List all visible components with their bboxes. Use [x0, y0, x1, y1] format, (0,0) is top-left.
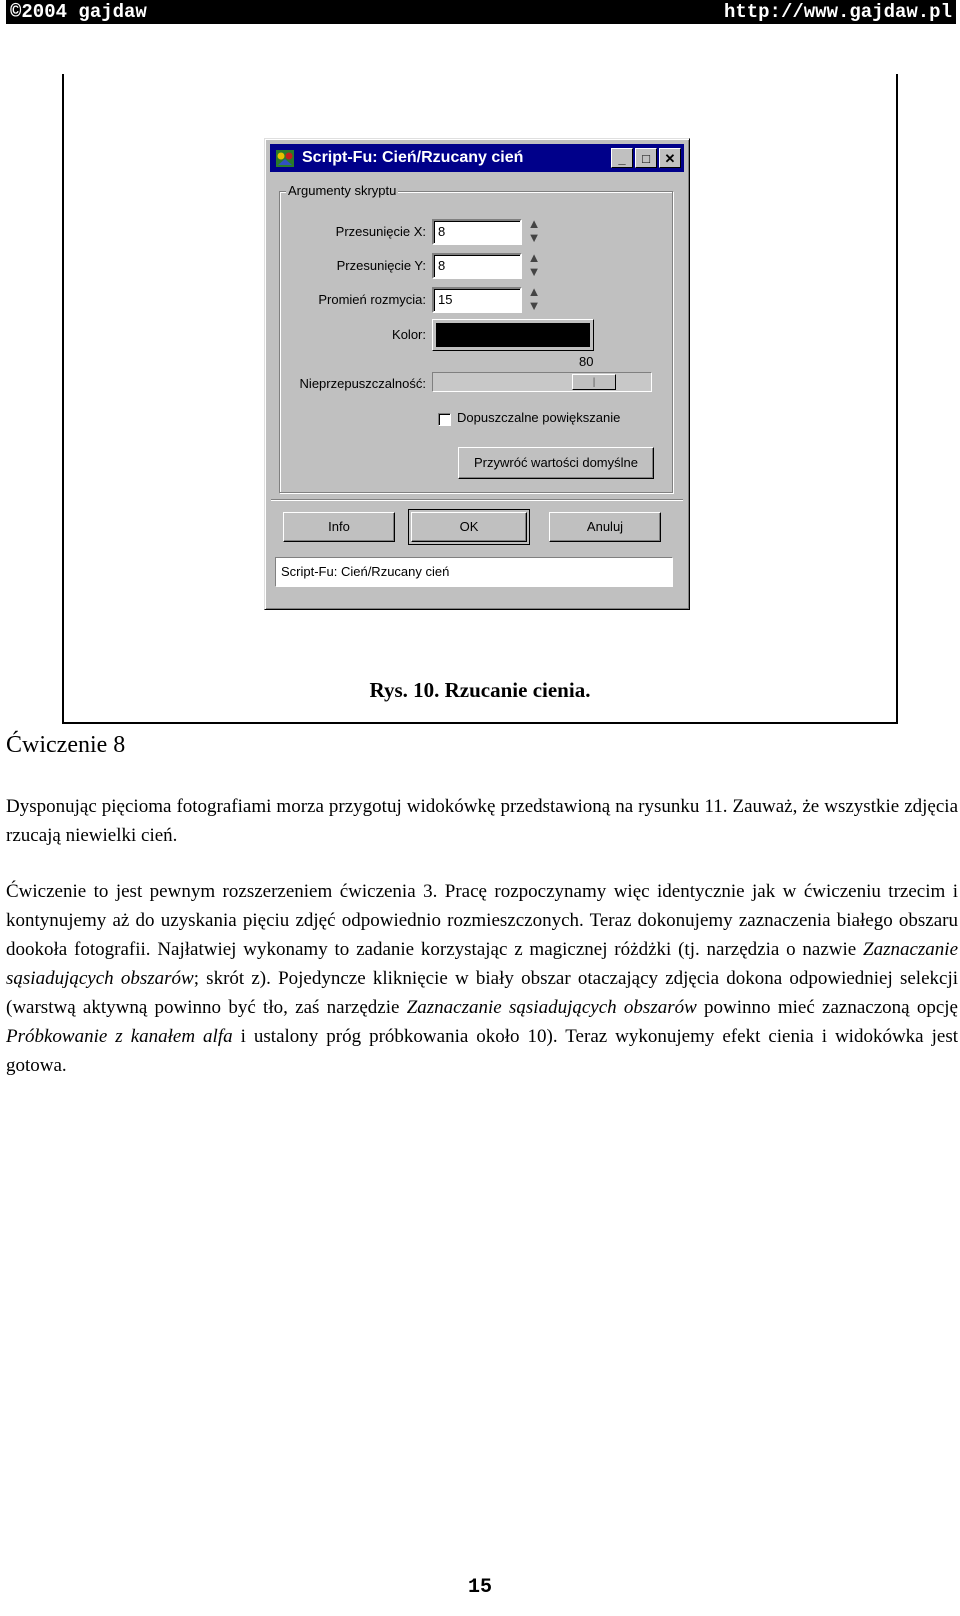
reset-defaults-button[interactable]: Przywróć wartości domyślne	[458, 447, 654, 479]
info-button[interactable]: Info	[283, 512, 395, 542]
minimize-icon[interactable]: _	[611, 148, 633, 168]
ok-button[interactable]: OK	[411, 512, 527, 542]
figure-frame	[62, 74, 898, 724]
offset-y-spinner-icon[interactable]: ▲ ▼	[527, 250, 541, 279]
paragraph-intro: Dysponując pięcioma fotografiami morza przygotuj widokówkę przedstawioną na rysunku 11. Zauważ, że wszystkie zdjęcia rzucają niewielki cień.	[6, 796, 958, 846]
color-picker-button[interactable]	[432, 319, 594, 351]
group-label: Argumenty skryptu	[288, 183, 397, 198]
tool-name-italic: Zaznaczanie sąsiadujących obszarów	[406, 997, 697, 1018]
gimp-app-icon	[274, 147, 296, 169]
opacity-slider-thumb[interactable]: |	[572, 374, 616, 390]
maximize-icon[interactable]: □	[635, 148, 657, 168]
blur-radius-input[interactable]: 15	[432, 287, 522, 313]
close-icon[interactable]: ✕	[659, 148, 681, 168]
offset-y-label: Przesunięcie Y:	[336, 258, 426, 273]
script-fu-dialog	[264, 138, 690, 610]
text-segment: powinno mieć zaznaczoną opcję	[696, 997, 958, 1018]
opacity-slider[interactable]	[432, 372, 652, 392]
text-segment: i ustalony próg próbkowania około 10). Teraz wykonujemy efekt cienia i widokówka jest gotowa.	[6, 1026, 958, 1076]
website-url: http://www.gajdaw.pl	[723, 1, 952, 23]
blur-radius-label: Promień rozmycia:	[318, 292, 426, 307]
offset-y-input[interactable]: 8	[432, 253, 522, 279]
color-label: Kolor:	[392, 327, 426, 342]
cancel-button[interactable]: Anuluj	[549, 512, 661, 542]
copyright-text: ©2004 gajdaw	[10, 1, 147, 23]
tool-name-italic: Zaznaczanie sąsiadujących obszarów	[6, 939, 958, 989]
page-header	[6, 0, 956, 24]
color-swatch	[436, 323, 590, 347]
allow-resizing-label: Dopuszczalne powiększanie	[457, 410, 621, 425]
exercise-heading: Ćwiczenie 8	[6, 732, 126, 758]
paragraph-instructions	[6, 877, 958, 1080]
offset-x-label: Przesunięcie X:	[335, 224, 426, 239]
allow-resizing-checkbox[interactable]	[438, 413, 451, 426]
opacity-label: Nieprzepuszczalność:	[299, 376, 426, 391]
option-name-italic: Próbkowanie z kanałem alfa	[6, 1026, 233, 1047]
dialog-title: Script-Fu: Cień/Rzucany cień	[302, 149, 524, 166]
text-segment: Ćwiczenie to jest pewnym rozszerzeniem ćwiczenia 3. Pracę rozpoczynamy więc identycznie jak w ćwiczeniu trzecim i kontynujemy aż do uzyskania pięciu zdjęć odpowiednio rozmieszczonych. Teraz dokonujemy zaznaczenia białego obszaru dookoła fotografii. Najłatwiej wykonamy to zadanie korzystając z magicznej różdżki (tj. narzędzia o nazwie	[6, 881, 958, 960]
offset-x-spinner-icon[interactable]: ▲ ▼	[527, 216, 541, 245]
dialog-divider	[271, 499, 683, 501]
page-number: 15	[467, 1576, 492, 1599]
text-segment: ; skrót z). Pojedyncze kliknięcie w biały obszar otaczający zdjęcia dokona odpowiedniej selekcji (warstwą aktywną powinno być tło, zaś narzędzie	[6, 968, 958, 1018]
offset-x-input[interactable]: 8	[432, 219, 522, 245]
blur-radius-spinner-icon[interactable]: ▲ ▼	[527, 284, 541, 313]
dialog-titlebar[interactable]	[270, 144, 684, 172]
script-arguments-group	[279, 183, 673, 493]
opacity-value: 80	[579, 354, 594, 369]
figure-caption: Rys. 10. Rzucanie cienia.	[369, 678, 591, 702]
status-bar: Script-Fu: Cień/Rzucany cień	[275, 557, 673, 587]
